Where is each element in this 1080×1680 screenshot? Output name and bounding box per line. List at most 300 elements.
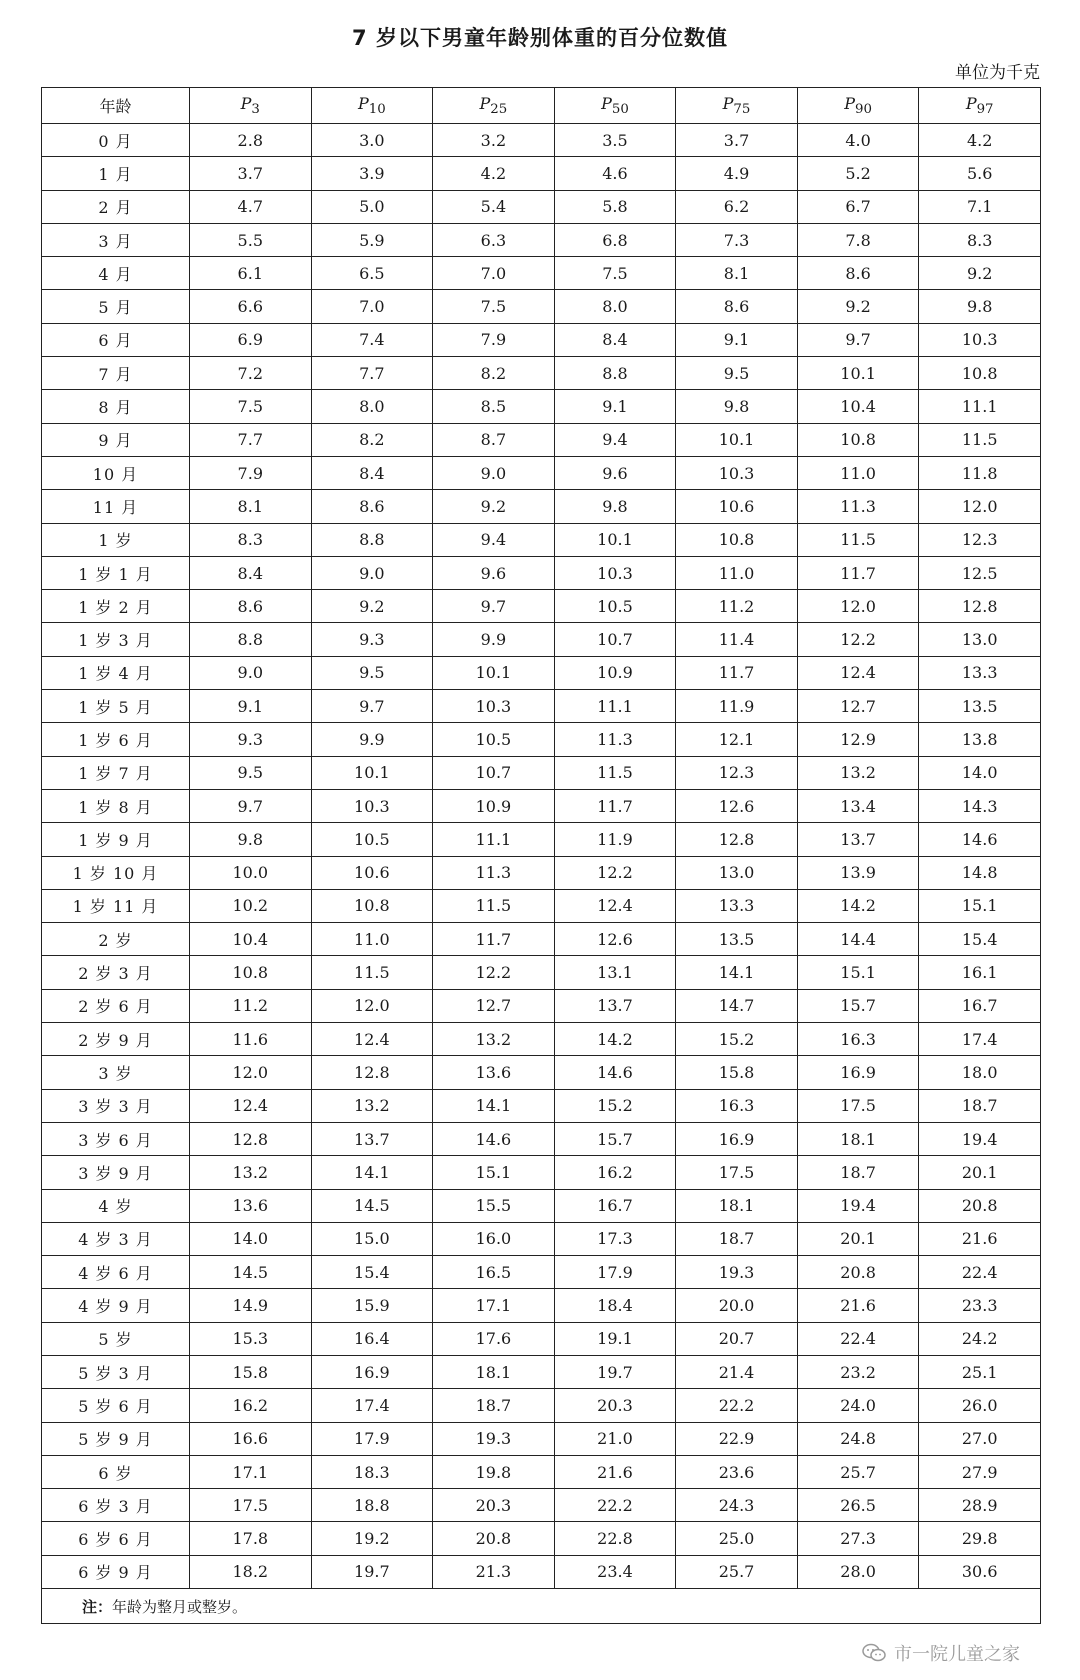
- table-row: [42, 357, 1041, 390]
- watermark-text: 市一院儿童之家: [894, 1644, 1020, 1665]
- weight-value-cell: 9.2: [433, 490, 555, 523]
- weight-value-cell: 22.4: [919, 1256, 1041, 1289]
- weight-value-cell: 9.0: [190, 656, 312, 689]
- weight-value-cell: 6.8: [554, 223, 676, 256]
- percentile-header-p75: [676, 88, 798, 124]
- weight-value-cell: 11.5: [433, 889, 555, 922]
- weight-value-cell: 6.1: [190, 257, 312, 290]
- weight-value-cell: 23.2: [797, 1355, 919, 1388]
- age-cell: 11 月: [42, 490, 190, 523]
- weight-value-cell: 16.2: [190, 1389, 312, 1422]
- weight-value-cell: 18.7: [919, 1089, 1041, 1122]
- weight-value-cell: 22.4: [797, 1322, 919, 1355]
- weight-value-cell: 12.2: [797, 623, 919, 656]
- weight-value-cell: 6.2: [676, 190, 798, 223]
- table-row: [42, 124, 1041, 157]
- weight-value-cell: 15.2: [554, 1089, 676, 1122]
- weight-value-cell: 9.7: [190, 789, 312, 822]
- age-cell: 0 月: [42, 124, 190, 157]
- weight-value-cell: 27.9: [919, 1455, 1041, 1488]
- table-row: [42, 1289, 1041, 1322]
- table-row: [42, 523, 1041, 556]
- weight-value-cell: 8.6: [676, 290, 798, 323]
- weight-value-cell: 16.7: [919, 989, 1041, 1022]
- weight-value-cell: 10.3: [919, 323, 1041, 356]
- weight-value-cell: 7.4: [311, 323, 433, 356]
- age-cell: 1 岁 4 月: [42, 656, 190, 689]
- weight-value-cell: 21.6: [554, 1455, 676, 1488]
- percentile-header-p50: [554, 88, 676, 124]
- weight-value-cell: 9.6: [433, 556, 555, 589]
- age-cell: 8 月: [42, 390, 190, 423]
- weight-value-cell: 3.5: [554, 124, 676, 157]
- table-row: [42, 556, 1041, 589]
- weight-value-cell: 7.5: [190, 390, 312, 423]
- weight-value-cell: 13.2: [311, 1089, 433, 1122]
- weight-value-cell: 9.0: [433, 456, 555, 489]
- age-cell: 3 岁 9 月: [42, 1156, 190, 1189]
- weight-value-cell: 11.7: [554, 789, 676, 822]
- weight-value-cell: 15.8: [676, 1056, 798, 1089]
- table-row: [42, 956, 1041, 989]
- note-row: [42, 1589, 1041, 1624]
- weight-value-cell: 14.1: [676, 956, 798, 989]
- weight-value-cell: 18.1: [797, 1122, 919, 1155]
- table-row: [42, 1555, 1041, 1588]
- weight-value-cell: 3.0: [311, 124, 433, 157]
- table-row: [42, 223, 1041, 256]
- weight-value-cell: 20.8: [433, 1522, 555, 1555]
- table-row: [42, 1422, 1041, 1455]
- percentile-header-p25: [433, 88, 555, 124]
- weight-value-cell: 18.7: [676, 1222, 798, 1255]
- weight-value-cell: 11.9: [554, 823, 676, 856]
- weight-value-cell: 13.4: [797, 789, 919, 822]
- weight-value-cell: 16.4: [311, 1322, 433, 1355]
- weight-value-cell: 3.7: [190, 157, 312, 190]
- age-cell: 3 月: [42, 223, 190, 256]
- weight-value-cell: 14.0: [190, 1222, 312, 1255]
- percentile-letter: P: [240, 93, 252, 113]
- weight-value-cell: 15.4: [919, 923, 1041, 956]
- weight-value-cell: 12.9: [797, 723, 919, 756]
- age-cell: 1 岁 10 月: [42, 856, 190, 889]
- weight-value-cell: 25.7: [797, 1455, 919, 1488]
- weight-value-cell: 17.4: [919, 1023, 1041, 1056]
- percentile-number: 90: [854, 102, 872, 118]
- age-cell: 6 月: [42, 323, 190, 356]
- age-cell: 1 岁 7 月: [42, 756, 190, 789]
- weight-value-cell: 17.6: [433, 1322, 555, 1355]
- weight-value-cell: 19.8: [433, 1455, 555, 1488]
- weight-value-cell: 12.6: [676, 789, 798, 822]
- weight-value-cell: 13.8: [919, 723, 1041, 756]
- weight-value-cell: 7.7: [311, 357, 433, 390]
- weight-value-cell: 21.4: [676, 1355, 798, 1388]
- weight-value-cell: 14.2: [554, 1023, 676, 1056]
- weight-value-cell: 27.3: [797, 1522, 919, 1555]
- table-row: [42, 490, 1041, 523]
- weight-value-cell: 9.5: [311, 656, 433, 689]
- weight-value-cell: 11.1: [433, 823, 555, 856]
- weight-value-cell: 10.9: [433, 789, 555, 822]
- weight-value-cell: 12.0: [311, 989, 433, 1022]
- weight-value-cell: 12.6: [554, 923, 676, 956]
- weight-value-cell: 12.4: [797, 656, 919, 689]
- weight-value-cell: 19.3: [676, 1256, 798, 1289]
- weight-value-cell: 19.7: [554, 1355, 676, 1388]
- percentile-number: 97: [976, 102, 994, 118]
- weight-value-cell: 9.3: [311, 623, 433, 656]
- weight-value-cell: 14.1: [433, 1089, 555, 1122]
- weight-value-cell: 23.3: [919, 1289, 1041, 1322]
- weight-value-cell: 21.6: [919, 1222, 1041, 1255]
- weight-value-cell: 19.4: [797, 1189, 919, 1222]
- age-cell: 4 岁: [42, 1189, 190, 1222]
- unit-label: 单位为千克: [955, 63, 1040, 83]
- weight-value-cell: 8.6: [190, 590, 312, 623]
- weight-value-cell: 12.0: [797, 590, 919, 623]
- age-cell: 10 月: [42, 456, 190, 489]
- weight-value-cell: 12.4: [554, 889, 676, 922]
- weight-value-cell: 4.9: [676, 157, 798, 190]
- weight-value-cell: 7.8: [797, 223, 919, 256]
- watermark: [862, 1640, 1020, 1666]
- age-cell: 5 岁: [42, 1322, 190, 1355]
- weight-value-cell: 27.0: [919, 1422, 1041, 1455]
- weight-value-cell: 8.8: [190, 623, 312, 656]
- weight-value-cell: 16.9: [676, 1122, 798, 1155]
- table-row: [42, 1522, 1041, 1555]
- table-row: [42, 1056, 1041, 1089]
- note-label: 注：: [82, 1597, 113, 1616]
- weight-value-cell: 20.1: [797, 1222, 919, 1255]
- weight-value-cell: 12.1: [676, 723, 798, 756]
- age-cell: 7 月: [42, 357, 190, 390]
- weight-value-cell: 10.1: [554, 523, 676, 556]
- weight-value-cell: 4.2: [919, 124, 1041, 157]
- table-row: [42, 390, 1041, 423]
- weight-value-cell: 25.1: [919, 1355, 1041, 1388]
- weight-value-cell: 19.7: [311, 1555, 433, 1588]
- age-cell: 1 岁 5 月: [42, 690, 190, 723]
- weight-value-cell: 9.1: [554, 390, 676, 423]
- table-row: [42, 257, 1041, 290]
- weight-value-cell: 11.0: [797, 456, 919, 489]
- weight-value-cell: 6.6: [190, 290, 312, 323]
- age-cell: 1 岁 8 月: [42, 789, 190, 822]
- weight-value-cell: 11.2: [676, 590, 798, 623]
- weight-value-cell: 12.2: [433, 956, 555, 989]
- weight-value-cell: 24.3: [676, 1489, 798, 1522]
- age-cell: 5 岁 6 月: [42, 1389, 190, 1422]
- weight-value-cell: 11.3: [554, 723, 676, 756]
- weight-value-cell: 13.5: [919, 690, 1041, 723]
- table-row: [42, 756, 1041, 789]
- weight-value-cell: 8.3: [190, 523, 312, 556]
- weight-value-cell: 5.4: [433, 190, 555, 223]
- weight-value-cell: 18.1: [433, 1355, 555, 1388]
- percentile-number: 25: [490, 102, 508, 118]
- weight-value-cell: 12.3: [676, 756, 798, 789]
- weight-value-cell: 10.7: [554, 623, 676, 656]
- table-row: [42, 290, 1041, 323]
- weight-value-cell: 16.3: [676, 1089, 798, 1122]
- age-cell: 2 月: [42, 190, 190, 223]
- weight-value-cell: 8.1: [190, 490, 312, 523]
- age-cell: 5 岁 3 月: [42, 1355, 190, 1388]
- weight-value-cell: 3.7: [676, 124, 798, 157]
- weight-value-cell: 11.0: [676, 556, 798, 589]
- weight-value-cell: 9.5: [676, 357, 798, 390]
- table-row: [42, 789, 1041, 822]
- weight-value-cell: 9.0: [311, 556, 433, 589]
- weight-value-cell: 28.0: [797, 1555, 919, 1588]
- weight-value-cell: 16.7: [554, 1189, 676, 1222]
- weight-value-cell: 9.9: [433, 623, 555, 656]
- percentile-number: 10: [368, 102, 386, 118]
- weight-value-cell: 9.1: [676, 323, 798, 356]
- weight-value-cell: 8.8: [554, 357, 676, 390]
- weight-value-cell: 13.2: [797, 756, 919, 789]
- weight-value-cell: 4.2: [433, 157, 555, 190]
- weight-value-cell: 20.0: [676, 1289, 798, 1322]
- weight-value-cell: 29.8: [919, 1522, 1041, 1555]
- weight-value-cell: 2.8: [190, 124, 312, 157]
- weight-value-cell: 9.8: [190, 823, 312, 856]
- weight-value-cell: 20.7: [676, 1322, 798, 1355]
- weight-value-cell: 19.4: [919, 1122, 1041, 1155]
- weight-value-cell: 10.8: [676, 523, 798, 556]
- table-row: [42, 1455, 1041, 1488]
- weight-value-cell: 12.4: [311, 1023, 433, 1056]
- weight-value-cell: 17.1: [190, 1455, 312, 1488]
- weight-value-cell: 18.2: [190, 1555, 312, 1588]
- weight-value-cell: 14.8: [919, 856, 1041, 889]
- weight-value-cell: 21.6: [797, 1289, 919, 1322]
- weight-value-cell: 12.3: [919, 523, 1041, 556]
- weight-value-cell: 16.9: [797, 1056, 919, 1089]
- weight-value-cell: 8.7: [433, 423, 555, 456]
- weight-value-cell: 14.6: [433, 1122, 555, 1155]
- weight-value-cell: 30.6: [919, 1555, 1041, 1588]
- weight-value-cell: 12.8: [190, 1122, 312, 1155]
- table-row: [42, 656, 1041, 689]
- age-cell: 3 岁 3 月: [42, 1089, 190, 1122]
- weight-value-cell: 16.3: [797, 1023, 919, 1056]
- percentile-number: 50: [611, 102, 629, 118]
- weight-value-cell: 15.3: [190, 1322, 312, 1355]
- age-cell: 1 月: [42, 157, 190, 190]
- weight-value-cell: 11.3: [433, 856, 555, 889]
- weight-value-cell: 8.6: [311, 490, 433, 523]
- weight-value-cell: 8.5: [433, 390, 555, 423]
- table-row: [42, 1189, 1041, 1222]
- weight-value-cell: 11.3: [797, 490, 919, 523]
- weight-value-cell: 10.3: [676, 456, 798, 489]
- weight-value-cell: 23.4: [554, 1555, 676, 1588]
- weight-value-cell: 14.5: [311, 1189, 433, 1222]
- weight-value-cell: 8.1: [676, 257, 798, 290]
- weight-value-cell: 14.6: [554, 1056, 676, 1089]
- weight-value-cell: 8.3: [919, 223, 1041, 256]
- weight-value-cell: 24.0: [797, 1389, 919, 1422]
- weight-value-cell: 13.1: [554, 956, 676, 989]
- weight-value-cell: 17.9: [554, 1256, 676, 1289]
- percentile-letter: P: [357, 93, 369, 113]
- age-cell: 1 岁 3 月: [42, 623, 190, 656]
- weight-value-cell: 10.3: [554, 556, 676, 589]
- table-row: [42, 190, 1041, 223]
- age-cell: 4 岁 3 月: [42, 1222, 190, 1255]
- table-row: [42, 1122, 1041, 1155]
- weight-value-cell: 24.2: [919, 1322, 1041, 1355]
- weight-value-cell: 15.4: [311, 1256, 433, 1289]
- weight-value-cell: 7.9: [190, 456, 312, 489]
- weight-value-cell: 11.0: [311, 923, 433, 956]
- weight-value-cell: 15.9: [311, 1289, 433, 1322]
- table-row: [42, 157, 1041, 190]
- weight-value-cell: 18.7: [797, 1156, 919, 1189]
- weight-value-cell: 7.1: [919, 190, 1041, 223]
- weight-value-cell: 17.5: [190, 1489, 312, 1522]
- percentile-number: 75: [733, 102, 751, 118]
- weight-value-cell: 11.5: [919, 423, 1041, 456]
- table-row: [42, 1089, 1041, 1122]
- weight-value-cell: 10.9: [554, 656, 676, 689]
- weight-value-cell: 12.8: [311, 1056, 433, 1089]
- age-cell: 3 岁: [42, 1056, 190, 1089]
- age-cell: 1 岁 1 月: [42, 556, 190, 589]
- weight-value-cell: 20.1: [919, 1156, 1041, 1189]
- table-row: [42, 723, 1041, 756]
- weight-value-cell: 10.3: [311, 789, 433, 822]
- weight-value-cell: 15.0: [311, 1222, 433, 1255]
- weight-value-cell: 8.4: [554, 323, 676, 356]
- weight-value-cell: 12.2: [554, 856, 676, 889]
- weight-value-cell: 11.9: [676, 690, 798, 723]
- weight-value-cell: 10.0: [190, 856, 312, 889]
- age-cell: 6 岁: [42, 1455, 190, 1488]
- weight-value-cell: 13.6: [433, 1056, 555, 1089]
- weight-value-cell: 18.1: [676, 1189, 798, 1222]
- age-cell: 4 岁 9 月: [42, 1289, 190, 1322]
- weight-value-cell: 12.7: [433, 989, 555, 1022]
- weight-value-cell: 20.3: [433, 1489, 555, 1522]
- weight-value-cell: 10.8: [919, 357, 1041, 390]
- weight-value-cell: 7.5: [554, 257, 676, 290]
- weight-value-cell: 22.2: [676, 1389, 798, 1422]
- age-cell: 1 岁 11 月: [42, 889, 190, 922]
- weight-value-cell: 22.2: [554, 1489, 676, 1522]
- age-cell: 6 岁 9 月: [42, 1555, 190, 1588]
- age-cell: 5 月: [42, 290, 190, 323]
- weight-value-cell: 17.5: [676, 1156, 798, 1189]
- weight-value-cell: 11.7: [433, 923, 555, 956]
- weight-value-cell: 10.4: [190, 923, 312, 956]
- weight-value-cell: 18.7: [433, 1389, 555, 1422]
- age-header: 年龄: [42, 88, 190, 124]
- table-row: [42, 1322, 1041, 1355]
- table-row: [42, 923, 1041, 956]
- weight-value-cell: 19.1: [554, 1322, 676, 1355]
- table-row: [42, 590, 1041, 623]
- weight-value-cell: 7.0: [311, 290, 433, 323]
- weight-value-cell: 24.8: [797, 1422, 919, 1455]
- weight-value-cell: 14.6: [919, 823, 1041, 856]
- weight-value-cell: 14.5: [190, 1256, 312, 1289]
- table-row: [42, 1156, 1041, 1189]
- weight-value-cell: 13.7: [311, 1122, 433, 1155]
- weight-value-cell: 6.7: [797, 190, 919, 223]
- table-row: [42, 1256, 1041, 1289]
- weight-value-cell: 6.9: [190, 323, 312, 356]
- weight-value-cell: 17.3: [554, 1222, 676, 1255]
- weight-value-cell: 13.5: [676, 923, 798, 956]
- weight-value-cell: 10.6: [311, 856, 433, 889]
- weight-value-cell: 15.1: [797, 956, 919, 989]
- weight-value-cell: 14.7: [676, 989, 798, 1022]
- weight-value-cell: 7.9: [433, 323, 555, 356]
- weight-value-cell: 12.4: [190, 1089, 312, 1122]
- weight-value-cell: 17.4: [311, 1389, 433, 1422]
- page-title: 7 岁以下男童年龄别体重的百分位数值: [352, 26, 728, 50]
- weight-value-cell: 9.2: [797, 290, 919, 323]
- weight-value-cell: 14.2: [797, 889, 919, 922]
- weight-value-cell: 13.0: [919, 623, 1041, 656]
- weight-value-cell: 13.0: [676, 856, 798, 889]
- weight-value-cell: 6.5: [311, 257, 433, 290]
- weight-value-cell: 8.0: [311, 390, 433, 423]
- weight-value-cell: 11.2: [190, 989, 312, 1022]
- weight-value-cell: 25.0: [676, 1522, 798, 1555]
- weight-value-cell: 5.8: [554, 190, 676, 223]
- weight-value-cell: 13.7: [554, 989, 676, 1022]
- weight-value-cell: 16.0: [433, 1222, 555, 1255]
- table-row: [42, 623, 1041, 656]
- weight-value-cell: 5.0: [311, 190, 433, 223]
- table-row: [42, 323, 1041, 356]
- weight-value-cell: 14.1: [311, 1156, 433, 1189]
- weight-value-cell: 10.8: [190, 956, 312, 989]
- weight-value-cell: 12.0: [919, 490, 1041, 523]
- weight-value-cell: 10.5: [554, 590, 676, 623]
- weight-value-cell: 10.1: [676, 423, 798, 456]
- weight-value-cell: 17.1: [433, 1289, 555, 1322]
- weight-value-cell: 22.9: [676, 1422, 798, 1455]
- weight-value-cell: 7.5: [433, 290, 555, 323]
- table-row: [42, 690, 1041, 723]
- table-row: [42, 856, 1041, 889]
- weight-value-cell: 16.2: [554, 1156, 676, 1189]
- age-cell: 1 岁 2 月: [42, 590, 190, 623]
- weight-value-cell: 18.3: [311, 1455, 433, 1488]
- weight-value-cell: 21.0: [554, 1422, 676, 1455]
- weight-value-cell: 18.0: [919, 1056, 1041, 1089]
- weight-value-cell: 8.8: [311, 523, 433, 556]
- weight-value-cell: 12.7: [797, 690, 919, 723]
- weight-value-cell: 5.2: [797, 157, 919, 190]
- weight-value-cell: 15.7: [554, 1122, 676, 1155]
- weight-value-cell: 26.5: [797, 1489, 919, 1522]
- weight-value-cell: 16.5: [433, 1256, 555, 1289]
- weight-value-cell: 11.5: [797, 523, 919, 556]
- age-cell: 2 岁 6 月: [42, 989, 190, 1022]
- weight-value-cell: 11.6: [190, 1023, 312, 1056]
- weight-value-cell: 19.2: [311, 1522, 433, 1555]
- weight-value-cell: 8.6: [797, 257, 919, 290]
- weight-value-cell: 7.0: [433, 257, 555, 290]
